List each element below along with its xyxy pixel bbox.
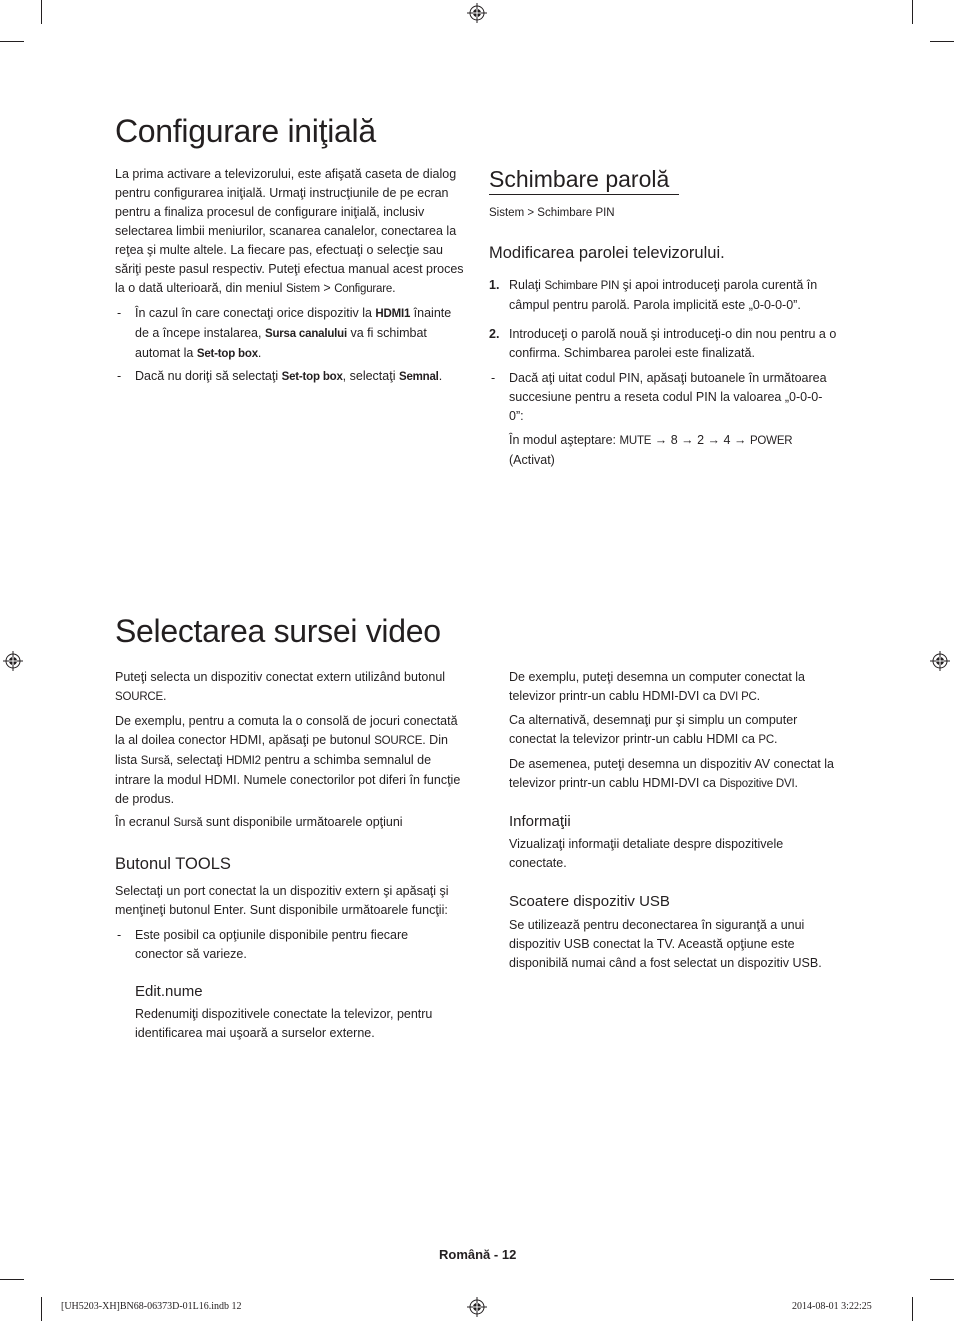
crop-mark (0, 41, 24, 42)
dash-bullet: - (117, 306, 122, 320)
registration-mark-icon (3, 651, 23, 671)
crop-mark (41, 1297, 42, 1321)
registration-mark-icon (930, 651, 950, 671)
section-title-password: Schimbare parolă (489, 166, 670, 192)
tools-text: Selectaţi un port conectat la un dispozitiv extern şi apăsaţi şi menţineţi butonul Enter. Sunt disponibile următoarele funcţii: (115, 884, 449, 917)
source-paragraph-3: În ecranul Sursă sunt disponibile următoarele opţiuni (115, 815, 403, 829)
step-number: 2. (489, 327, 500, 341)
dash-bullet: - (117, 369, 122, 383)
crop-mark (41, 0, 42, 24)
crop-mark (930, 1279, 954, 1280)
edit-name-title: Edit.nume (135, 983, 203, 1000)
print-slug-right: 2014-08-01 3:22:25 (792, 1301, 872, 1312)
usb-title: Scoatere dispozitiv USB (509, 893, 670, 910)
dvi-pc-paragraph: De exemplu, puteţi desemna un computer conectat la televizor printr-un cablu HDMI-DVI ca DVI PC. (509, 670, 806, 703)
print-slug-left: [UH5203-XH]BN68-06373D-01L16.indb 12 (61, 1301, 242, 1312)
page-number: Română - 12 (439, 1247, 517, 1262)
crop-mark (930, 41, 954, 42)
breadcrumb: Sistem > Schimbare PIN (489, 207, 615, 219)
step-number: 1. (489, 278, 500, 292)
tools-note: Este posibil ca opţiunile disponibile pentru fiecare conector să varieze. (135, 928, 409, 961)
source-paragraph-2: De exemplu, pentru a comuta la o consolă de jocuri conectată la al doilea conector HDMI, apăsaţi pe butonul SOURCE. Din lista Sursă, selectaţi HDMI2 pentru a schimba semnalul de intrare la modul HDMI. Numele conectorilor pot diferi în funcţie de produs. (115, 714, 461, 806)
registration-mark-icon (467, 3, 487, 23)
registration-mark-icon (467, 1297, 487, 1317)
subsection-title: Modificarea parolei televizorului. (489, 244, 725, 262)
crop-mark (0, 1279, 24, 1280)
standby-sequence: În modul aşteptare: MUTE → 8 → 2 → 4 → POWER (Activat) (509, 433, 793, 467)
pc-paragraph: Ca alternativă, desemnaţi pur şi simplu un computer conectat la televizor printr-un cablu HDMI ca PC. (509, 713, 798, 746)
pin-reset-note: Dacă aţi uitat codul PIN, apăsaţi butoanele în următoarea succesiune pentru a reseta codul PIN la valoarea „0-0-0-0”: (509, 371, 827, 423)
config-note-hdmi: În cazul în care conectaţi orice dispozitiv la HDMI1 înainte de a începe instalarea, Sursa canalului va fi schimbat automat la Set-top box. (135, 306, 452, 360)
info-title: Informaţii (509, 813, 571, 830)
dvi-devices-paragraph: De asemenea, puteţi desemna un dispozitiv AV conectat la televizor printr-un cablu HDMI-DVI ca Dispozitive DVI. (509, 757, 834, 790)
source-paragraph-1: Puteţi selecta un dispozitiv conectat extern utilizând butonul SOURCE. (115, 670, 446, 703)
section-title-source: Selectarea sursei video (115, 613, 441, 649)
info-text: Vizualizaţi informaţii detaliate despre dispozitivele conectate. (509, 837, 784, 870)
page-title: Configurare iniţială (115, 113, 376, 149)
step-1-text: Rulaţi Schimbare PIN şi apoi introduceţi parola curentă în câmpul pentru parolă. Parola implicită este „0-0-0-0”. (509, 278, 818, 312)
config-note-signal: Dacă nu doriţi să selectaţi Set-top box, selectaţi Semnal. (135, 369, 443, 383)
usb-text: Se utilizează pentru deconectarea în siguranţă a unui dispozitiv USB conectat la TV. Această opţiune este disponibilă numai când a fost selectat un dispozitiv USB. (509, 918, 822, 970)
dash-bullet: - (117, 928, 122, 942)
step-2-text: Introduceţi o parolă nouă şi introduceţi-o din nou pentru a o confirma. Schimbarea parolei este finalizată. (509, 327, 837, 360)
title-underline (489, 194, 679, 195)
edit-name-text: Redenumiţi dispozitivele conectate la televizor, pentru identificarea mai uşoară a surselor externe. (135, 1007, 433, 1040)
tools-title: Butonul TOOLS (115, 855, 231, 873)
crop-mark (912, 1297, 913, 1321)
dash-bullet: - (491, 371, 496, 385)
crop-mark (912, 0, 913, 24)
config-intro: La prima activare a televizorului, este afişată caseta de dialog pentru configurarea iniţială. Urmaţi instrucţiunile de pe ecran pentru a finaliza procesul de configurare iniţială, inclusiv selectarea limbii meniurilor, scanarea canalelor, conectarea la reţea şi multe altele. La fiecare pas, efectuaţi o selecţie sau săriţi peste pasul respectiv. Puteţi efectua manual acest proces la o dată ulterioară, din meniul Sistem > Configurare. (115, 167, 464, 295)
